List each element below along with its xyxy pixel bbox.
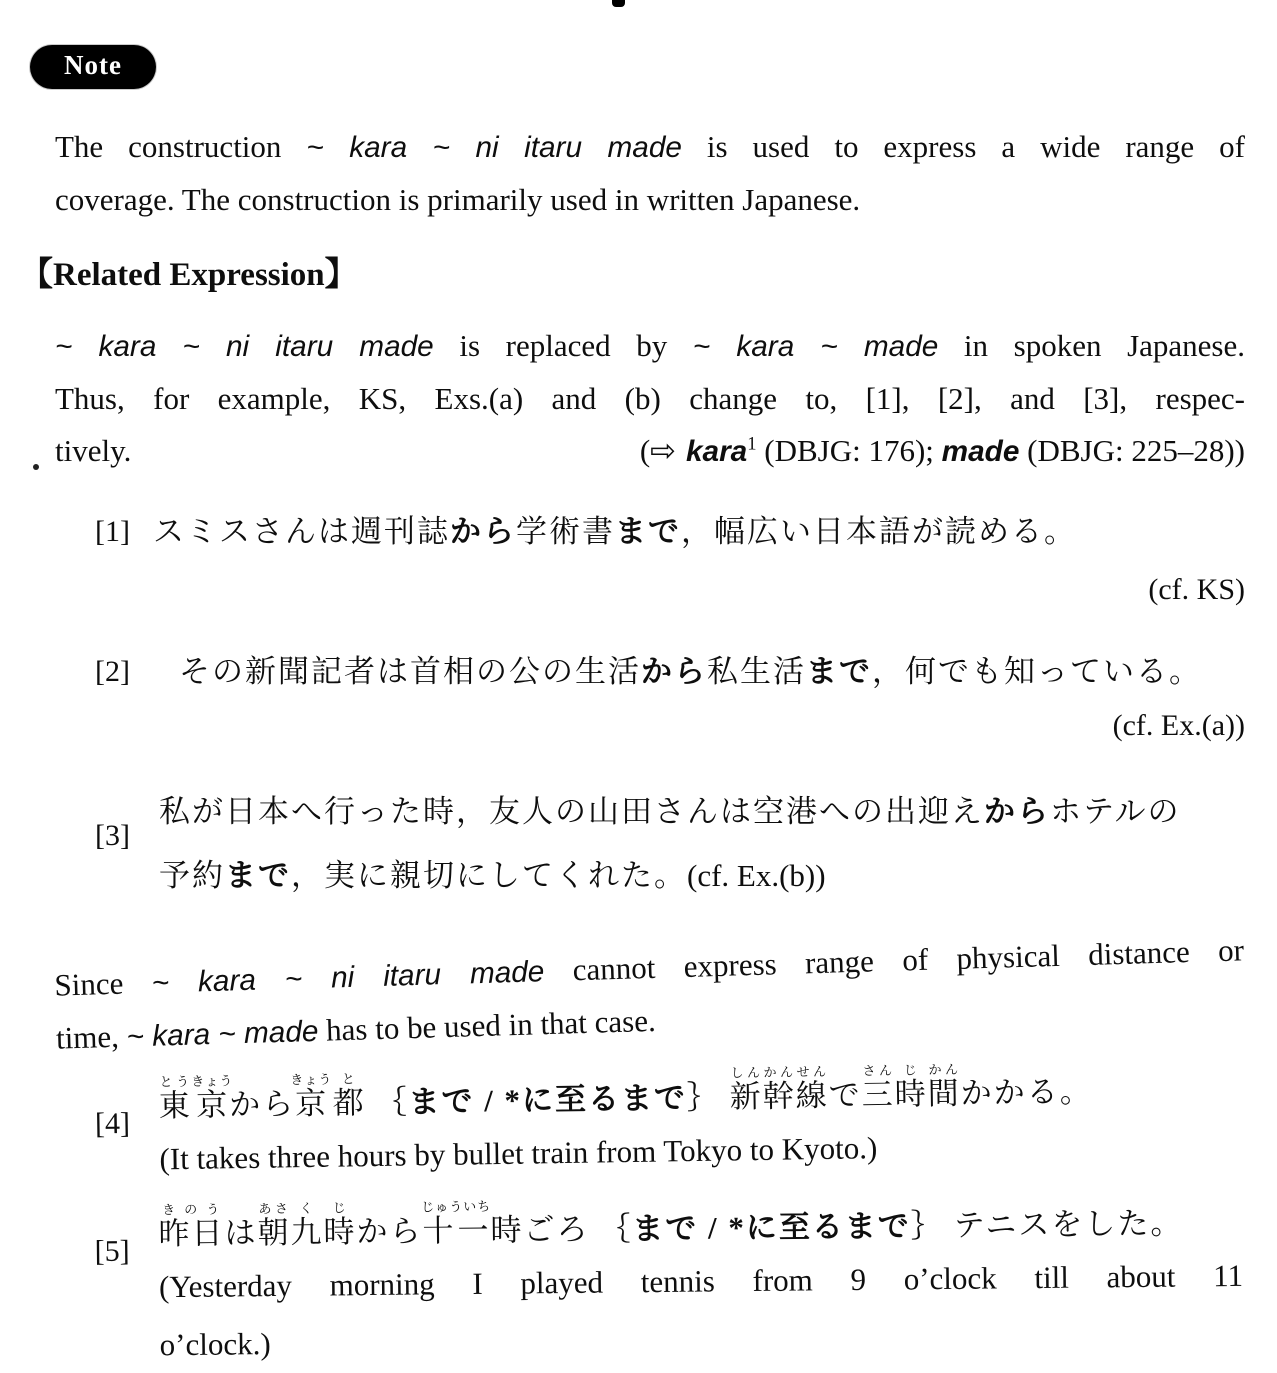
example-3 xyxy=(0,780,1245,908)
note-paragraph-line: The construction ~ kara ~ ni itaru made is used to express a wide range of xyxy=(55,129,1245,164)
since-paragraph-line: time, ~ kara ~ made has to be used in that case. xyxy=(55,1002,657,1056)
example-2 xyxy=(0,648,1245,696)
note-paragraph xyxy=(55,121,1245,226)
related-expression-heading: 【Related Expression】 xyxy=(20,257,358,293)
example-1-japanese: スミスさんは週刊誌から学術書まで，幅広い日本語が読める。 xyxy=(153,513,1077,549)
example-3-japanese-line-2: 予約まで，実に親切にしてくれた。(cf. Ex.(b)) xyxy=(159,857,826,893)
example-4-japanese: 東とう京きょうから京きょう都と ｛まで / *に至るまで｝ 新しん幹かん線せんで三さん時じ間かんかかる。 xyxy=(158,1061,1093,1123)
scan-artifact xyxy=(612,0,625,7)
related-paragraph-line: Thus, for example, KS, Exs.(a) and (b) change to, [1], [2], and [3], respec- xyxy=(55,380,1245,416)
example-4 xyxy=(0,1052,1246,1187)
example-1-reference: (cf. KS) xyxy=(1148,572,1245,606)
note-paragraph-line: coverage. The construction is primarily used in written Japanese. xyxy=(55,182,861,217)
since-paragraph-line: Since ~ kara ~ ni itaru made cannot express range of physical distance or xyxy=(53,931,1245,1003)
since-paragraph xyxy=(54,924,1247,1065)
related-expression-paragraph xyxy=(55,320,1245,478)
example-5-japanese: 昨日きのうは朝あさ九く時じから十一じゅういち時ごろ ｛まで / *に至るまで｝ テニスをした。 xyxy=(158,1199,1184,1252)
example-4-translation: (It takes three hours by bullet train from Tokyo to Kyoto.) xyxy=(159,1129,878,1176)
related-paragraph-last-line xyxy=(55,425,1245,478)
example-2-japanese: その新聞記者は首相の公の生活から私生活まで，何でも知っている。 xyxy=(179,653,1202,689)
related-paragraph-line: ~ kara ~ ni itaru made is replaced by ~ kara ~ made in spoken Japanese. xyxy=(55,327,1245,363)
example-3-label: [3] xyxy=(95,818,130,852)
example-1-label: [1] xyxy=(95,514,130,548)
note-badge-label: Note xyxy=(64,50,122,80)
example-5-label: [5] xyxy=(94,1234,130,1269)
example-5-translation-line-2: o’clock.) xyxy=(159,1326,271,1363)
example-3-japanese-line-1: 私が日本へ行った時，友人の山田さんは空港への出迎えからホテルの xyxy=(159,793,1181,829)
example-4-label: [4] xyxy=(94,1106,131,1140)
example-2-label: [2] xyxy=(95,654,130,688)
cross-reference: (⇨ kara$^1$ (DBJG: 176); made (DBJG: 225–28)) xyxy=(639,432,1245,469)
note-badge xyxy=(30,45,156,89)
scan-artifact xyxy=(33,464,39,470)
example-5 xyxy=(0,1186,1246,1373)
related-paragraph-line-left: tively. xyxy=(55,432,132,468)
example-5-translation-line-1: (Yesterday morning I played tennis from 9 o’clock till about 11 xyxy=(158,1258,1244,1305)
example-1 xyxy=(0,508,1245,556)
example-2-reference: (cf. Ex.(a)) xyxy=(1112,708,1245,742)
